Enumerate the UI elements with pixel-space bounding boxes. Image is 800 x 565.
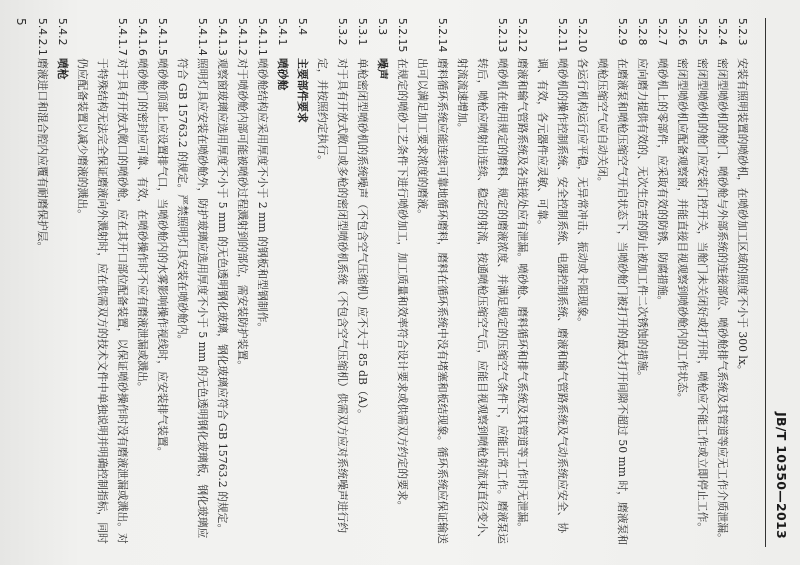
clause-number: 5.2.11 (556, 18, 569, 53)
clause-text: 磨液和输气管路系统及各连接处应有泄漏。喷砂舱、磨料循环和排气系统及其管道等工作时无泄漏。 (516, 58, 529, 534)
clause-text: 在规定的喷砂工艺条件下进行喷砂加工，加工质量和效率符合设计要求或供需双方约定的要求。 (396, 58, 409, 512)
clause-paragraph (252, 18, 272, 547)
clause-text: 各运行机构运行应平稳，无异常冲击、振动或卡阻现象。 (576, 58, 589, 328)
clause-number: 5.4.1.7 (116, 18, 129, 56)
clause-text: 安装有照明装置的喷砂机，在喷砂加工区域的照度不小于 300 lx。 (736, 58, 749, 376)
clause-paragraph (352, 18, 372, 547)
clause-paragraph (232, 18, 252, 547)
page-header (765, 18, 795, 547)
clause-text: 单枪密闭型喷砂机的系统噪声（不包含空气压缩机）应不大于 85 dB（A）。 (356, 58, 369, 420)
clause-paragraph (592, 18, 632, 547)
clause-number: 5.2.5 (696, 18, 709, 46)
clause-paragraph (692, 18, 712, 547)
clause-paragraph (672, 18, 692, 547)
clause-text: 对于喷砂舱内部可能被喷砂过程溅射到的部位，需安装防护装置。 (236, 58, 249, 372)
clause-paragraph (172, 18, 212, 547)
clause-number: 5.2.4 (716, 18, 729, 46)
clause-number: 5.4.1 (276, 18, 289, 46)
clause-number: 5.2.13 (496, 18, 509, 53)
clause-paragraph (532, 18, 572, 547)
clause-number: 5.2.10 (576, 18, 589, 53)
clause-paragraph (572, 18, 592, 547)
clause-number: 5.4.2.1 (36, 18, 49, 56)
clause-number: 5.3.1 (356, 18, 369, 46)
clause-number: 5.4.1.2 (236, 18, 249, 56)
clause-text: 对于具有开放式敞口或多枪的密闭型喷砂机系统（不包含空气压缩机）供需双方应对系统噪声进行约定，并按照约定执行。 (316, 58, 349, 534)
clause-text: 喷砂机上的零部件，应采取有效的防锈、防腐措施。 (656, 58, 669, 307)
standard-number: JB/T 10350—2013 (774, 412, 789, 539)
clause-text: 密闭型喷砂机的舱门应安装门控开关，当舱门未关闭好或打开时，喷枪应不能工作或立即停止工作。 (696, 58, 709, 534)
page-number: 5 (14, 18, 28, 26)
clause-number: 5.4.1.6 (136, 18, 149, 56)
clause-number: 5.2.9 (616, 18, 629, 46)
clause-text: 照明灯具应安装在喷砂舱外，防护玻璃应选用厚度不小于 5 mm 的无色透明钢化玻璃板，钢化玻璃应符合 GB 15763.2 的规定。严禁照明灯具安装在喷砂舱内。 (176, 58, 209, 539)
clause-text: 喷砂舱顶部上应设置排气口，当喷砂舱内的水雾影响操作视线时，应安装排气装置。 (156, 58, 169, 458)
clause-paragraph (412, 18, 452, 547)
clause-text: 在磨液泵和喷枪压缩空气开启状态下，当喷砂舱门被打开的最大打开间隙不超过 50 mm 时，磨液泵和喷枪压缩空气应自动关闭。 (596, 58, 629, 546)
clause-paragraph (652, 18, 672, 547)
clause-text: 喷砂舱门的密封应可靠、有效，在喷砂操作时不应有磨液泄漏或溅出。 (136, 58, 149, 393)
clause-number: 5.2.3 (736, 18, 749, 46)
clause-number: 5.2.7 (656, 18, 669, 46)
heading-text: 主要部件要求 (296, 58, 309, 123)
clause-text: 磨料循环系统应能连续可靠地循环磨料，磨料在循环系统中没有堵塞和板结现象。循环系统应保证输送出可以满足加工要求浓度的磨液。 (416, 58, 449, 544)
clause-number: 5.4.1.5 (156, 18, 169, 56)
clause-text: 喷砂机的操作控制系统、安全控制系统、电器控制系统、磨液和输气管路系统及气动系统应安全、协调、有效，各元器件应灵敏、可靠。 (536, 58, 569, 534)
clause-text: 对于具有开放式敞口的喷砂舱，应在其开口部位配备装置，以保证喷砂操作时没有磨液泄漏或溅出。对于特殊结构无法完全保证磨液向外溅射时，应在供需双方的技术文件中单独说明并明确控制指标，同时仍应配备装置以减少磨液的溅出。 (76, 58, 129, 544)
clause-number: 5.4.2 (56, 18, 69, 46)
clause-paragraph (72, 18, 132, 547)
clause-text: 喷砂机在使用规定的磨料、规定的磨液浓度、并满足规定的压缩空气条件下，应能正常工作。磨液泵运转后，喷枪应喷射出连续、稳定的射流，按通喷枪压缩空气后，应能目视观察到喷枪射流束直径变小、射流流速增加。 (456, 58, 509, 544)
clause-number: 5.2.6 (676, 18, 689, 46)
clause-text: 磨液进口和混合腔内应覆有耐磨保护层。 (36, 58, 49, 253)
clause-number: 5.4.1.1 (256, 18, 269, 56)
clause-paragraph (132, 18, 152, 547)
clause-number: 5.2.15 (396, 18, 409, 53)
clause-paragraph (392, 18, 412, 547)
clause-text: 应向磨力提供有效的、无次生危害的防止被加工件二次锈蚀的措施。 (636, 58, 649, 382)
section-heading (272, 18, 292, 547)
clause-text: 观察窗玻璃应选用厚度不小于 5 mm 的无色透明钢化玻璃，钢化玻璃应符合 GB 15763.2 的规定。 (216, 58, 229, 535)
clause-paragraph (712, 18, 732, 547)
clause-paragraph (732, 18, 752, 547)
clause-paragraph (632, 18, 652, 547)
clause-number: 5.4.1.3 (216, 18, 229, 56)
clause-paragraph (212, 18, 232, 547)
heading-text: 喷砂舱 (276, 58, 289, 91)
clause-text: 密闭型喷砂机应配备观察窗，并能直接目视观察到喷砂舱内的工作状态。 (676, 58, 689, 404)
clause-number: 5.3.2 (336, 18, 349, 46)
heading-text: 噪声 (376, 58, 389, 80)
clause-paragraph (312, 18, 352, 547)
section-heading (52, 18, 72, 547)
clause-number: 5.2.8 (636, 18, 649, 46)
clause-paragraph (452, 18, 512, 547)
clause-paragraph (152, 18, 172, 547)
section-heading (292, 18, 312, 547)
clause-text: 喷砂舱结构应采用厚度不小于 2 mm 的钢板和型钢制作。 (256, 58, 269, 334)
clause-number: 5.4 (296, 18, 309, 36)
clause-number: 5.2.12 (516, 18, 529, 53)
clause-number: 5.2.14 (436, 18, 449, 53)
header-rule (765, 18, 766, 547)
heading-text: 喷枪 (56, 58, 69, 80)
clause-paragraph (512, 18, 532, 547)
document-body (32, 18, 752, 547)
clause-text: 密闭型喷砂机的舱门、喷砂舱与外部系统的连接部位、喷砂舱排气系统及其管道等应无工作介质泄漏。 (716, 58, 729, 544)
section-heading (372, 18, 392, 547)
clause-number: 5.4.1.4 (196, 18, 209, 56)
clause-paragraph (32, 18, 52, 547)
clause-number: 5.3 (376, 18, 389, 36)
